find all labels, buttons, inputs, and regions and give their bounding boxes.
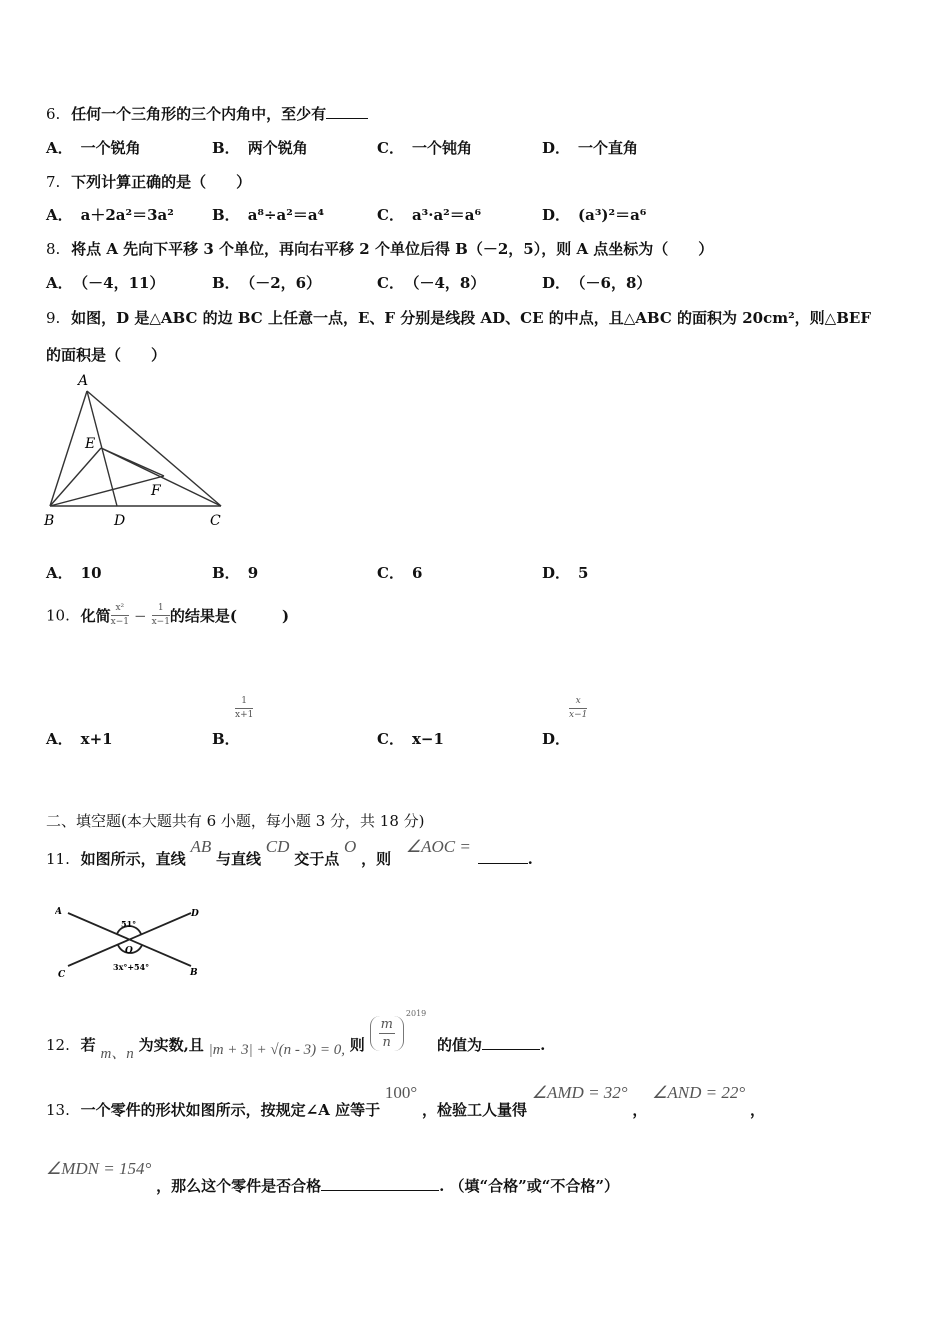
q9-stem-2: 的面积是（ ） — [46, 346, 167, 364]
q13-number: 13. — [46, 1101, 70, 1119]
q9-label-a: A — [78, 373, 89, 389]
q8-option-c: C． （－4，8） — [377, 274, 486, 292]
q8-stem-line — [46, 238, 713, 259]
q13-text-3: ，那么这个零件是否合格 — [156, 1177, 322, 1195]
q8-option-b: B． （－2，6） — [212, 274, 322, 292]
q10-fraction-1: $\frac{\text{x²}}{x-1}$ — [110, 603, 129, 627]
q13-degree-100: 100° — [384, 1083, 418, 1102]
q10-suffix: 的结果是( ) — [169, 607, 290, 625]
q11-intersecting-lines-figure — [55, 900, 205, 980]
q11-cd: CD — [265, 837, 290, 856]
q10-option-b-fraction: $\frac{1}{x+1}$ — [235, 696, 254, 720]
q6-option-a: A． 一个锐角 — [46, 139, 141, 157]
q12-mn: m、n — [100, 1045, 134, 1062]
q11-label-d: D — [191, 909, 199, 919]
q7-stem: 下列计算正确的是（ ） — [71, 173, 252, 191]
q9-option-a: A． 10 — [46, 564, 102, 582]
q6-number: 6. — [46, 105, 61, 123]
q7-number: 7. — [46, 173, 61, 191]
q6-option-d: D． 一个直角 — [542, 139, 639, 157]
q13-text-4: . （填“合格”或“不合格”） — [439, 1177, 620, 1195]
q9-segment-be — [50, 448, 101, 506]
q10-minus: − — [134, 606, 147, 625]
q13-comma-2: ， — [749, 1101, 765, 1119]
q13-and: ∠AND = 22° — [652, 1083, 746, 1102]
q6-answer-blank — [326, 104, 368, 119]
q6-option-c: C． 一个钝角 — [377, 139, 472, 157]
q9-label-e: E — [85, 436, 96, 452]
section-2-title: 二、填空题(本大题共有 6 小题，每小题 3 分，共 18 分) — [46, 812, 425, 830]
q12-expression: |m + 3| + √(n - 3) = 0, — [208, 1041, 345, 1058]
q7-option-c: C． a³·a²＝a⁶ — [377, 206, 482, 224]
q10-option-c: C． x−1 — [377, 730, 444, 748]
q9-triangle-figure — [40, 368, 240, 533]
q11-label-c: C — [58, 970, 66, 980]
q11-text-3: 交于点 — [294, 850, 340, 868]
q9-stem-line1 — [46, 307, 871, 328]
q11-number: 11. — [46, 850, 70, 868]
q9-option-c: C． 6 — [377, 564, 423, 582]
q11-stem-line — [46, 836, 533, 870]
q7-stem-line — [46, 171, 251, 192]
q12-fraction: $\frac{m}{n}$ — [380, 1017, 393, 1050]
q8-number: 8. — [46, 240, 61, 258]
q6-stem-line — [46, 103, 368, 124]
q9-segment-ef — [101, 448, 164, 476]
q10-number: 10. — [46, 606, 70, 625]
q11-text-2: 与直线 — [216, 850, 262, 868]
q10-option-b: B． — [212, 730, 240, 748]
q9-option-d: D． 5 — [542, 564, 589, 582]
q12-exponent: 2019 — [405, 1008, 427, 1018]
q12-power-expression — [370, 1016, 404, 1051]
q11-aoc: ∠AOC = — [405, 837, 471, 856]
q9-label-f: F — [151, 483, 161, 499]
q10-option-d: D． — [542, 730, 571, 748]
q9-number: 9. — [46, 309, 61, 327]
q12-text-3: 则 — [349, 1035, 365, 1054]
q11-text-1: 如图所示，直线 — [80, 850, 186, 868]
q10-option-a: A． x+1 — [46, 730, 113, 748]
q7-option-b: B． a⁸÷a²＝a⁴ — [212, 206, 325, 224]
q12-text-1: 若 — [80, 1035, 96, 1054]
q8-stem: 将点 A 先向下平移 3 个单位，再向右平移 2 个单位后得 B（－2，5），则 A 点坐标为（ ） — [71, 240, 714, 258]
q7-option-d: D． (a³)²＝a⁶ — [542, 206, 647, 224]
q9-label-b: B — [44, 513, 55, 529]
q13-mdn: ∠MDN = 154° — [46, 1159, 152, 1178]
q13-comma-1: ， — [632, 1101, 648, 1119]
q10-prefix: 化简 — [80, 607, 111, 625]
q9-segment-bf — [50, 476, 164, 506]
q12-stem-line — [46, 1008, 546, 1062]
q11-label-b: B — [190, 968, 198, 978]
q13-text-2: ，检验工人量得 — [421, 1101, 527, 1119]
q10-option-d-fraction: $\frac{x}{x-1}$ — [569, 696, 588, 720]
q9-label-d: D — [114, 513, 126, 529]
q8-option-a: A． （－4，11） — [46, 274, 165, 292]
q10-stem-line — [46, 604, 289, 644]
q7-option-a: A． a＋2a²＝3a² — [46, 206, 174, 224]
q11-end: . — [527, 850, 533, 868]
q11-label-o: O — [125, 946, 133, 956]
q12-text-2: 为实数,且 — [138, 1035, 204, 1054]
q12-end: . — [540, 1035, 546, 1054]
q9-edge-ab — [50, 391, 87, 506]
q12-text-4: 的值为 — [437, 1035, 483, 1054]
q11-ab: AB — [190, 837, 212, 856]
q13-text-1: 一个零件的形状如图所示，按规定∠A 应等于 — [80, 1101, 381, 1119]
q11-text-4: ，则 — [361, 850, 392, 868]
q6-option-b: B． 两个锐角 — [212, 139, 308, 157]
q12-number: 12. — [46, 1035, 70, 1054]
q9-stem-1: 如图，D 是△ABC 的边 BC 上任意一点，E、F 分别是线段 AD、CE 的中点，且△ABC 的面积为 20cm²，则△BEF — [71, 309, 871, 327]
q8-option-d: D． （－6，8） — [542, 274, 652, 292]
q10-fraction-2: $\frac{1}{x-1}$ — [151, 603, 170, 627]
q11-top-angle-label: 51° — [121, 919, 137, 929]
q11-o: O — [344, 837, 357, 856]
q6-stem: 任何一个三角形的三个内角中，至少有 — [71, 105, 327, 123]
q13-stem-line2 — [46, 1158, 619, 1194]
q11-label-a: A — [55, 907, 62, 917]
q11-answer-blank — [478, 849, 528, 864]
q13-stem-line1 — [46, 1082, 765, 1122]
q9-label-c: C — [210, 513, 221, 529]
q9-option-b: B． 9 — [212, 564, 259, 582]
q11-bottom-angle-label: 3x°+54° — [113, 962, 150, 972]
q13-answer-blank — [321, 1176, 439, 1191]
q13-amd: ∠AMD = 32° — [531, 1083, 628, 1102]
q12-answer-blank — [482, 1035, 540, 1050]
